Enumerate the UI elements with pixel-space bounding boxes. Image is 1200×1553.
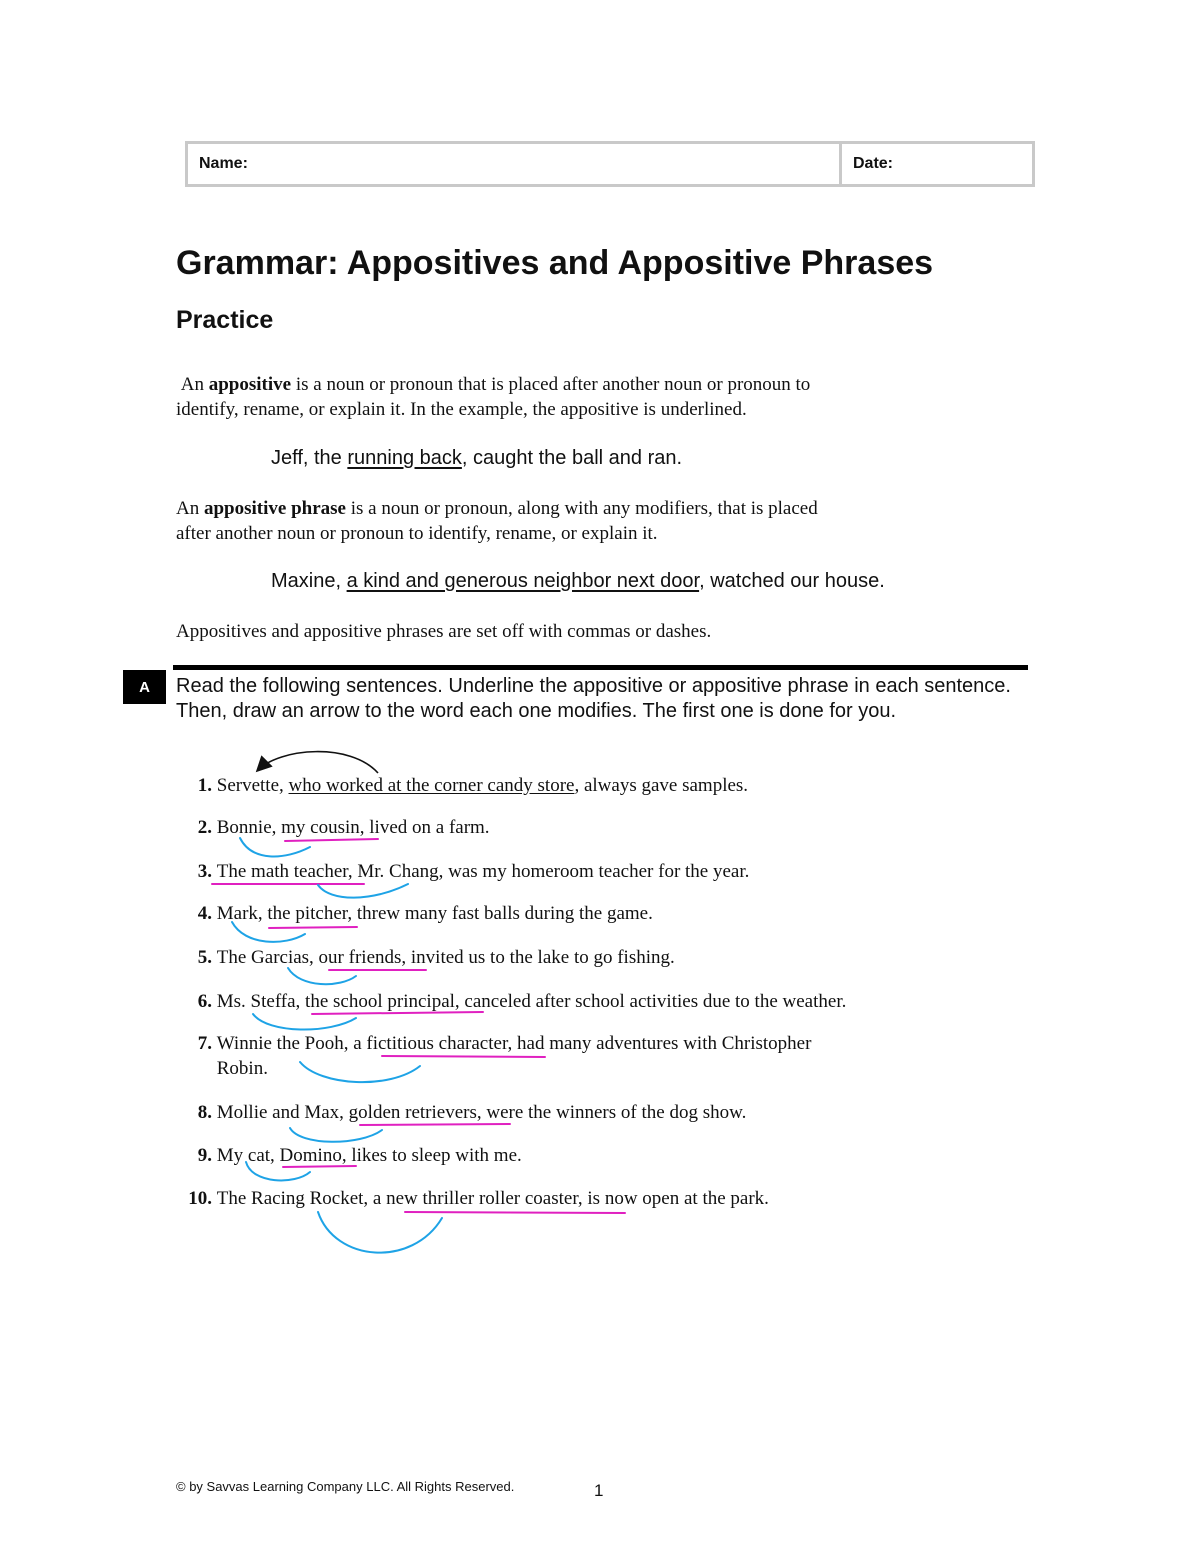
list-item: 7. Winnie the Pooh, a fictitious character, had many adventures with Christopher Robin. bbox=[176, 1031, 976, 1081]
item-number: 8. bbox=[197, 1102, 212, 1123]
item-number: 10. bbox=[188, 1188, 212, 1209]
list-item: 2. Bonnie, my cousin, lived on a farm. bbox=[176, 815, 976, 840]
definition-appositive-phrase: An appositive phrase is a noun or pronoun, along with any modifiers, that is placed after another noun or pronoun to identify, rename, or explain it. bbox=[176, 498, 818, 544]
section-badge: A bbox=[123, 670, 166, 704]
arrow-mark-7 bbox=[300, 1062, 420, 1082]
section-instructions: Read the following sentences. Underline the appositive or appositive phrase in each sentence. Then, draw an arrow to the word each one modifies. The first one is done for you. bbox=[176, 675, 1011, 722]
example-sentence-2: Maxine, a kind and generous neighbor next door, watched our house. bbox=[271, 570, 885, 592]
item-number: 9. bbox=[197, 1145, 212, 1166]
underline-mark-7 bbox=[382, 1056, 545, 1057]
arrow-mark-9 bbox=[246, 1162, 310, 1180]
definition-appositive: An appositive is a noun or pronoun that is placed after another noun or pronoun to identify, rename, or explain it. In the example, the appositive is underlined. bbox=[176, 374, 811, 420]
term-appositive: appositive bbox=[208, 374, 292, 395]
list-item: 10. The Racing Rocket, a new thriller roller coaster, is now open at the park. bbox=[176, 1186, 976, 1211]
term-appositive-phrase: appositive phrase bbox=[203, 498, 346, 519]
example-2-appositive-phrase: a kind and generous neighbor next door bbox=[346, 570, 700, 592]
item-1-appositive: who worked at the corner candy store bbox=[288, 775, 575, 796]
item-number: 2. bbox=[197, 817, 212, 838]
page-title: Grammar: Appositives and Appositive Phrases bbox=[176, 244, 934, 282]
arrow-mark-8 bbox=[290, 1128, 382, 1142]
item-number: 4. bbox=[197, 903, 212, 924]
punctuation-note: Appositives and appositive phrases are set off with commas or dashes. bbox=[176, 621, 712, 642]
date-label: Date: bbox=[853, 155, 894, 172]
item-number: 3. bbox=[197, 861, 212, 882]
name-label: Name: bbox=[199, 155, 248, 172]
arrow-mark-3 bbox=[318, 884, 408, 898]
item-number: 6. bbox=[197, 991, 212, 1012]
underline-mark-4 bbox=[269, 927, 357, 928]
list-item: 3. The math teacher, Mr. Chang, was my homeroom teacher for the year. bbox=[176, 859, 976, 884]
list-item: 1. Servette, who worked at the corner candy store, always gave samples. bbox=[176, 773, 976, 798]
item-number: 7. bbox=[197, 1033, 212, 1054]
list-item: 6. Ms. Steffa, the school principal, canceled after school activities due to the weather. bbox=[176, 989, 976, 1014]
list-item: 9. My cat, Domino, likes to sleep with me. bbox=[176, 1143, 976, 1168]
page-number: 1 bbox=[594, 1481, 604, 1500]
example-sentence-1: Jeff, the running back, caught the ball and ran. bbox=[271, 447, 683, 469]
item-number: 1. bbox=[197, 775, 212, 796]
underline-mark-6 bbox=[312, 1012, 483, 1014]
arrow-mark-6 bbox=[253, 1014, 356, 1030]
item-number: 5. bbox=[197, 947, 212, 968]
page-subtitle: Practice bbox=[176, 306, 274, 334]
underline-mark-2 bbox=[285, 839, 378, 841]
arrow-mark-4 bbox=[232, 922, 305, 942]
arrow-mark-10 bbox=[318, 1212, 442, 1253]
underline-mark-9 bbox=[283, 1166, 356, 1167]
underline-mark-8 bbox=[360, 1124, 510, 1125]
example-1-appositive: running back bbox=[347, 447, 462, 469]
list-item: 8. Mollie and Max, golden retrievers, were the winners of the dog show. bbox=[176, 1100, 976, 1125]
list-item: 5. The Garcias, our friends, invited us to the lake to go fishing. bbox=[176, 945, 976, 970]
list-item: 4. Mark, the pitcher, threw many fast balls during the game. bbox=[176, 901, 976, 926]
example-arrow-icon bbox=[258, 752, 378, 773]
copyright-footer: © by Savvas Learning Company LLC. All Rights Reserved. bbox=[176, 1479, 515, 1494]
underline-mark-10 bbox=[405, 1212, 625, 1213]
